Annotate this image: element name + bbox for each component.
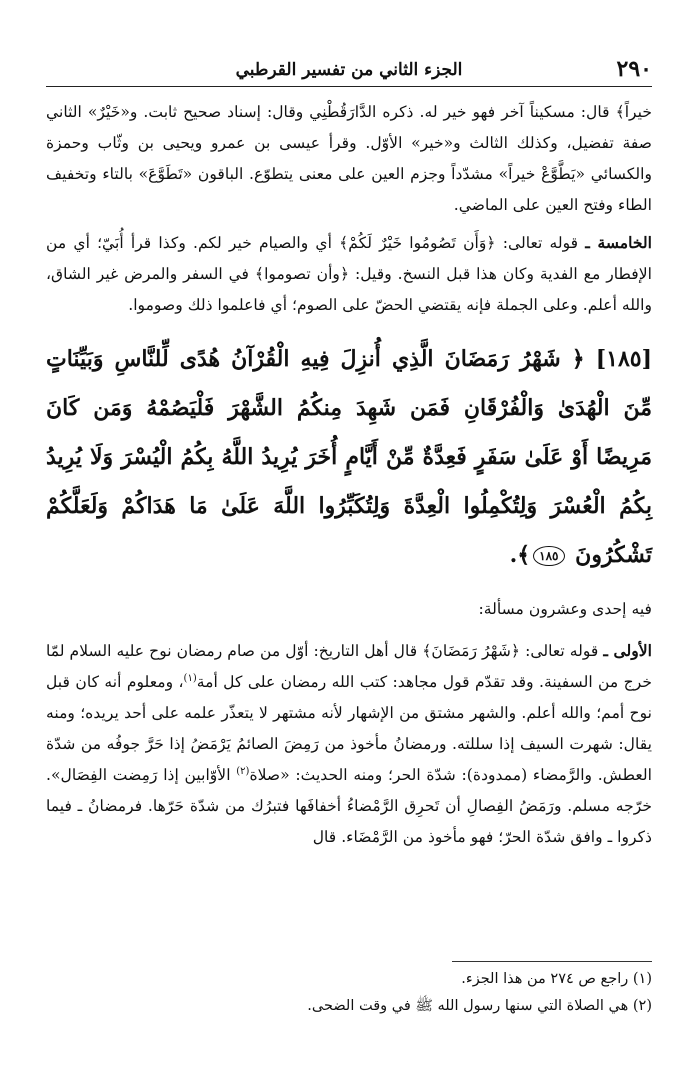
footnotes [46, 962, 652, 1020]
verse-number: [١٨٥] [595, 346, 652, 372]
footnote-1: (١) راجع ص ٢٧٤ من هذا الجزء. [461, 971, 652, 987]
section-lead-fifth: الخامسة ـ [585, 233, 652, 252]
paragraph-3 [46, 635, 652, 853]
issues-intro: فيه إحدى وعشرون مسألة: [478, 600, 652, 618]
verse-text: ﴿ شَهْرُ رَمَضَانَ الَّذِي أُنزِلَ فِيهِ الْقُرْآنُ هُدًى لِّلنَّاسِ وَبَيِّنَاتٍ مِّنَ الْهُدَىٰ وَالْفُرْقَانِ فَمَن شَهِدَ مِنكُمُ الشَّهْرَ فَلْيَصُمْهُ وَمَن كَانَ مَرِيضًا أَوْ عَلَىٰ سَفَرٍ فَعِدَّةٌ مِّنْ أَيَّامٍ أُخَرَ يُرِيدُ اللَّهُ بِكُمُ الْيُسْرَ وَلَا يُرِيدُ بِكُمُ الْعُسْرَ وَلِتُكْمِلُوا الْعِدَّةَ وَلِتُكَبِّرُوا اللَّهَ عَلَىٰ مَا هَدَاكُمْ وَلَعَلَّكُمْ تَشْكُرُونَ [46, 346, 653, 568]
paragraph-2-text: قوله تعالى: ﴿وَأَن تَصُومُوا خَيْرٌ لَكُمْ﴾ أي والصيام خير لكم. وكذا قرأ أُبَيّ؛ أي من الإفطار مع الفدية وكان هذا قبل النسخ. وقيل: ﴿وأن تصوموا﴾ في السفر والمرض غير الشاق، والله أعلم. وعلى الجملة فإنه يقتضي الحضّ على الصوم؛ أي فاعلموا ذلك وصوموا. [46, 234, 652, 314]
footnote-2: (٢) هي الصلاة التي سنها رسول الله ﷺ في وقت الضحى. [307, 998, 652, 1014]
section-lead-first: الأولى ـ [603, 641, 652, 660]
quran-verse [46, 335, 652, 580]
paragraph-2 [46, 227, 652, 321]
running-title: الجزء الثاني من تفسير القرطبي [235, 60, 463, 80]
page-number: ٢٩٠ [616, 56, 652, 82]
paragraph-3-text-c: الأوّابين إذا رَمِضت الفِصَال». خرّجه مسلم. ورَمَضُ الفِصالِ أن تَحرِق الرَّمْضاءُ أخفافَها فتبرُك من شدّة حَرّها. فرمضانُ ـ فيما ذكروا ـ وافق شدّة الحرّ؛ فهو مأخوذ من الرَّمْضَاء. قال [46, 766, 652, 846]
paragraph-1 [46, 97, 652, 221]
ayah-end-mark: ١٨٥ [533, 546, 564, 566]
page-header [46, 56, 652, 87]
paragraph-3-text-b: ، ومعلوم أنه كان قبل نوح أمم؛ والله أعلم. والشهر مشتق من الإشهار لأنه مشتهر لا يتعذّر علمه على أحد يريده؛ ومنه يقال: شهرت السيف إذا سللته. ورمضانُ مأخوذ من رَمِضَ الصائمُ يَرْمَضُ إذا حَرَّ جوفُه من شدّة العطش. والرَّمضاء (ممدودة): شدّة الحر؛ ومنه الحديث: «صلاة [46, 673, 653, 784]
footnote-ref-2[interactable]: (٢) [236, 765, 250, 777]
paragraph-1-text: خيراً﴾ قال: مسكيناً آخر فهو خير له. ذكره الدَّارَقُطْنِي وقال: إسناد صحيح ثابت. و«خَيْرٌ» الثاني صفة تفضيل، وكذلك الثالث و«خير» الأوّل. وقرأ عيسى بن عمرو ويحيى بن وثّاب وحمزة والكسائي «يَطَّوَّعْ خيراً» مشدّداً وجزم العين على معنى يتطوّع. الباقون «تَطَوَّعَ» بالتاء وتخفيف الطاء وفتح العين على الماضي. [46, 103, 652, 214]
verse-close: ﴾. [509, 542, 531, 568]
paragraph-3-text-a: قوله تعالى: ﴿شَهْرُ رَمَضَانَ﴾ قال أهل التاريخ: أوّل من صام رمضان نوح عليه السلام لمّا خرج من السفينة. وقد تقدّم قول مجاهد: كتب الله رمضان على كل أمة [46, 642, 652, 691]
footnote-ref-1[interactable]: (١) [183, 672, 197, 684]
footnote-divider [452, 961, 652, 962]
